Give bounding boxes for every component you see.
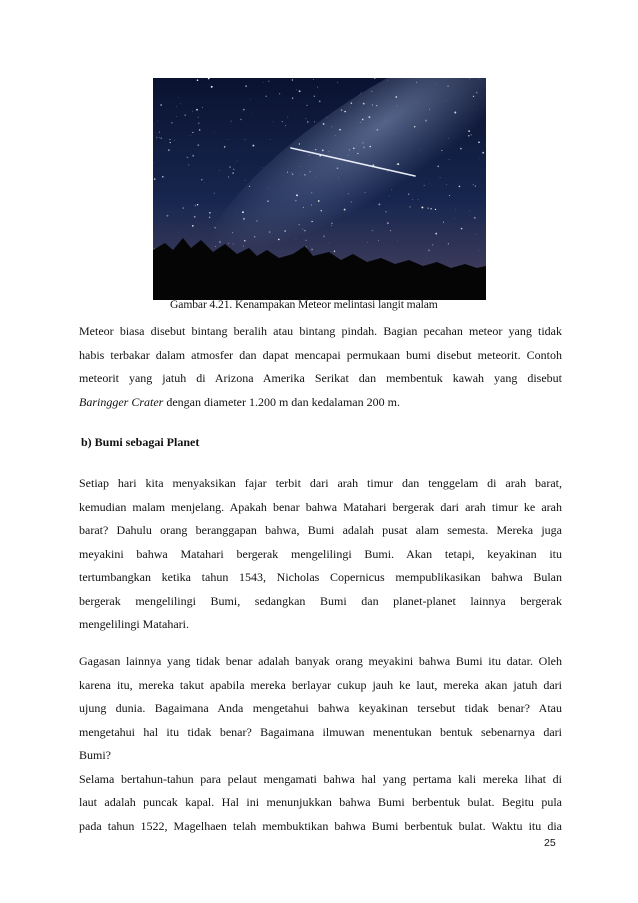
crater-name: Baringger Crater <box>79 394 164 409</box>
star <box>412 199 413 200</box>
star <box>408 194 409 195</box>
star <box>305 240 306 241</box>
star <box>391 189 392 190</box>
star <box>209 212 211 214</box>
text-line: bergerak mengelilingi Bumi, sedangkan Bumi dan planet-planet lainnya bergerak <box>79 593 562 608</box>
star <box>296 239 297 240</box>
star <box>311 248 313 250</box>
star <box>202 107 203 108</box>
star <box>478 250 479 251</box>
star <box>435 209 436 210</box>
star <box>311 192 312 193</box>
star <box>194 216 196 218</box>
star <box>455 209 456 210</box>
star <box>178 97 179 98</box>
star <box>455 218 456 219</box>
star <box>314 96 315 97</box>
star <box>192 155 194 157</box>
star <box>192 111 193 112</box>
star <box>265 96 267 98</box>
star <box>282 121 283 122</box>
star <box>243 109 245 111</box>
text-line <box>79 391 562 415</box>
star <box>363 142 364 143</box>
paragraph-earth-planet <box>79 472 562 637</box>
star <box>299 224 300 225</box>
star <box>409 206 411 208</box>
star <box>160 104 162 106</box>
star <box>475 234 476 235</box>
star <box>242 211 244 213</box>
star <box>321 210 322 211</box>
star <box>204 182 205 183</box>
star <box>326 117 327 118</box>
star <box>397 163 399 165</box>
text-line: ujung dunia. Bagaimana Anda mengetahui bahwa keyakinan tersebut tidak benar? Atau <box>79 701 562 715</box>
text-line: meteorit yang jatuh di Arizona Amerika Serikat dan membentuk kawah yang disebut <box>79 371 562 385</box>
star <box>356 145 357 146</box>
star <box>237 161 238 162</box>
star <box>156 137 158 139</box>
star <box>243 246 244 247</box>
star <box>313 79 314 80</box>
star <box>183 207 185 209</box>
star <box>304 230 305 231</box>
star <box>270 139 271 140</box>
star <box>170 139 171 140</box>
star <box>285 125 286 126</box>
star <box>390 230 391 231</box>
star <box>228 176 229 177</box>
star <box>331 223 333 225</box>
star <box>252 145 254 147</box>
star <box>311 221 312 222</box>
page-number: 25 <box>544 837 556 849</box>
star <box>305 118 306 119</box>
text-line: mengetahui hal itu tidak benar? Bagaimana ilmuwan menentukan bentuk sebenarnya dari <box>79 724 562 739</box>
star <box>437 166 439 168</box>
section-heading: b) Bumi sebagai Planet <box>81 435 200 449</box>
star <box>360 122 361 123</box>
star <box>329 152 330 153</box>
star <box>473 184 474 185</box>
text-line: barat? Dahulu orang beranggapan bahwa, Bumi adalah pusat alam semesta. Mereka juga <box>79 523 562 537</box>
star <box>240 119 242 121</box>
star <box>197 204 198 205</box>
star <box>348 155 349 156</box>
star <box>395 96 397 98</box>
star <box>387 80 388 81</box>
text-line: kemudian malam menjelang. Apakah benar bahwa Matahari bergerak dari arah timur ke arah <box>79 499 562 514</box>
meteor-night-sky-photo <box>153 78 486 300</box>
star <box>446 100 447 101</box>
star <box>256 220 257 221</box>
star <box>416 82 417 83</box>
star <box>262 167 263 168</box>
star <box>170 142 171 143</box>
star <box>245 85 247 87</box>
star <box>209 217 210 218</box>
star <box>176 106 177 107</box>
star <box>303 207 304 208</box>
star <box>224 146 226 148</box>
star <box>319 100 321 102</box>
star <box>192 132 193 133</box>
star <box>414 126 415 127</box>
star <box>365 192 366 193</box>
star <box>233 169 234 170</box>
star <box>378 240 379 241</box>
star <box>296 194 298 196</box>
star <box>195 205 197 207</box>
star <box>344 209 346 211</box>
star <box>339 129 341 131</box>
star <box>300 166 301 167</box>
star <box>219 170 220 171</box>
star <box>371 91 372 92</box>
star <box>174 140 175 141</box>
star <box>171 122 172 123</box>
star <box>430 208 432 210</box>
star <box>425 120 427 122</box>
star <box>385 211 386 212</box>
star <box>235 210 236 211</box>
star <box>232 172 233 173</box>
text-line: pada tahun 1522, Magelhaen telah membuktikan bahwa Bumi berbentuk bulat. Waktu itu dia <box>79 818 562 833</box>
star <box>459 186 461 188</box>
star <box>349 149 350 150</box>
star <box>479 79 480 80</box>
star <box>368 116 370 118</box>
text-line: tertumbangkan ketika tahun 1543, Nicholas Copernicus mempublikasikan bahwa Bulan <box>79 570 562 584</box>
star <box>268 188 269 189</box>
star <box>263 83 264 84</box>
star <box>454 112 456 114</box>
star <box>357 153 358 154</box>
star <box>229 166 231 168</box>
star <box>188 164 189 165</box>
star <box>427 207 428 208</box>
star <box>245 180 246 181</box>
star <box>184 114 186 116</box>
star <box>228 243 229 244</box>
star <box>387 222 389 224</box>
star <box>309 171 310 172</box>
star <box>214 227 215 228</box>
star <box>307 105 308 106</box>
star <box>176 116 177 117</box>
star <box>235 162 236 163</box>
star <box>161 138 162 139</box>
star <box>378 203 380 205</box>
star <box>273 122 274 123</box>
star <box>348 193 349 194</box>
star <box>267 201 268 202</box>
star <box>397 164 398 165</box>
star <box>178 232 179 233</box>
star <box>244 240 245 241</box>
star <box>244 139 245 140</box>
star <box>473 96 474 97</box>
star <box>187 157 189 159</box>
star <box>214 193 215 194</box>
star <box>279 93 280 94</box>
star <box>448 138 449 139</box>
text-line: Meteor biasa disebut bintang beralih atau bintang pindah. Bagian pecahan meteor yang tidak <box>79 324 562 338</box>
star <box>432 244 433 245</box>
text-line: Setiap hari kita menyaksikan fajar terbit dari arah timur dan tenggelam di arah barat, <box>79 476 562 490</box>
star <box>335 135 336 136</box>
star <box>201 179 202 180</box>
star <box>318 200 320 202</box>
star <box>421 206 423 208</box>
star <box>159 137 160 138</box>
star <box>322 150 324 152</box>
star <box>377 129 379 131</box>
star <box>362 119 364 121</box>
star <box>387 172 388 173</box>
star <box>376 105 377 106</box>
star <box>296 90 297 91</box>
text-line: karena itu, mereka takut apabila mereka berlayar cukup jauh ke laut, mereka akan jatuh dari <box>79 677 562 692</box>
star <box>231 121 232 122</box>
star <box>389 196 390 197</box>
star <box>461 228 463 230</box>
star <box>299 143 300 144</box>
star <box>474 217 476 219</box>
star <box>219 241 220 242</box>
star <box>477 109 478 110</box>
star <box>477 128 478 129</box>
star <box>268 81 269 82</box>
star <box>372 231 373 232</box>
star <box>249 186 250 187</box>
star <box>315 149 316 150</box>
star <box>157 121 158 122</box>
star <box>478 142 480 144</box>
star <box>311 204 312 205</box>
star <box>469 210 470 211</box>
star <box>418 199 419 200</box>
star <box>338 177 339 178</box>
star <box>359 95 360 96</box>
star <box>435 233 437 235</box>
star <box>166 215 168 217</box>
star <box>233 244 234 245</box>
star <box>292 79 293 80</box>
star <box>232 232 233 233</box>
star <box>363 103 365 105</box>
star <box>448 243 449 244</box>
star <box>243 218 245 220</box>
text-line: meyakini bahwa Matahari bergerak mengelilingi Bumi. Akan tetapi, keyakinan itu <box>79 546 562 561</box>
star <box>334 250 335 251</box>
star <box>397 106 398 107</box>
star <box>287 117 288 118</box>
star <box>307 121 309 123</box>
star <box>337 167 339 169</box>
star <box>215 246 216 247</box>
star <box>360 93 361 94</box>
star <box>331 225 332 226</box>
star <box>468 135 470 137</box>
star <box>314 121 315 122</box>
star <box>198 117 199 118</box>
paragraph-meteor <box>79 320 562 414</box>
star <box>367 242 368 243</box>
star <box>428 249 430 251</box>
text-line: mengelilingi Matahari. <box>79 617 189 631</box>
paragraph-flat-earth <box>79 650 562 838</box>
star <box>317 87 318 88</box>
star <box>447 85 448 86</box>
star <box>291 172 292 173</box>
star <box>295 200 297 202</box>
text-fragment: dengan diameter 1.200 m dan kedalaman 200 m. <box>163 394 400 409</box>
star <box>460 148 462 150</box>
star <box>375 78 376 79</box>
star <box>424 185 425 186</box>
star <box>476 92 478 94</box>
star <box>429 109 430 110</box>
star <box>329 243 330 244</box>
star <box>278 239 280 241</box>
star <box>199 129 200 130</box>
star <box>331 126 332 127</box>
star <box>292 97 293 98</box>
star <box>323 235 325 237</box>
star <box>287 172 288 173</box>
star <box>190 135 191 136</box>
text-line: laut adalah puncak kapal. Hal ini menunjukkan bahwa Bumi berbentuk bulat. Begitu pula <box>79 795 562 809</box>
star <box>198 122 200 124</box>
star <box>299 90 301 92</box>
star <box>254 236 255 237</box>
star <box>284 230 286 232</box>
star <box>292 174 293 175</box>
star <box>309 155 310 156</box>
figure-caption: Gambar 4.21. Kenampakan Meteor melintasi langit malam <box>170 298 438 311</box>
text-line: Bumi? <box>79 748 111 762</box>
star <box>440 177 441 178</box>
star <box>369 146 371 148</box>
star <box>197 79 199 81</box>
star <box>227 139 228 140</box>
star <box>449 195 450 196</box>
star <box>372 104 373 105</box>
star <box>471 134 472 135</box>
star <box>441 150 442 151</box>
star <box>363 147 365 149</box>
star <box>302 229 303 230</box>
star <box>159 132 160 133</box>
star <box>154 178 156 180</box>
star <box>449 159 450 160</box>
star <box>197 144 199 146</box>
star <box>196 109 198 111</box>
text-line: Selama bertahun-tahun para pelaut mengamati bahwa hal yang pertama kali mereka lihat di <box>79 771 562 786</box>
star <box>337 82 338 83</box>
star <box>351 201 352 202</box>
star <box>450 177 451 178</box>
text-line: habis terbakar dalam atmosfer dan dapat mencapai permukaan bumi disebut meteorit. Contoh <box>79 347 562 362</box>
star <box>420 150 421 151</box>
star <box>468 130 470 132</box>
star <box>180 103 181 104</box>
star <box>373 230 374 231</box>
star <box>162 176 164 178</box>
star <box>341 109 343 111</box>
star <box>168 149 169 150</box>
star <box>446 184 447 185</box>
star <box>323 123 325 125</box>
star <box>192 225 194 227</box>
star <box>211 86 213 88</box>
star <box>269 231 271 233</box>
star <box>353 147 355 149</box>
star <box>344 111 346 113</box>
star <box>250 99 251 100</box>
star <box>416 102 417 103</box>
star <box>209 84 210 85</box>
star <box>482 152 484 154</box>
star <box>316 176 317 177</box>
star <box>443 222 444 223</box>
star <box>304 174 306 176</box>
star <box>351 102 353 104</box>
star <box>475 186 476 187</box>
text-line: Gagasan lainnya yang tidak benar adalah banyak orang meyakini bahwa Bumi itu datar. Oleh <box>79 654 562 668</box>
